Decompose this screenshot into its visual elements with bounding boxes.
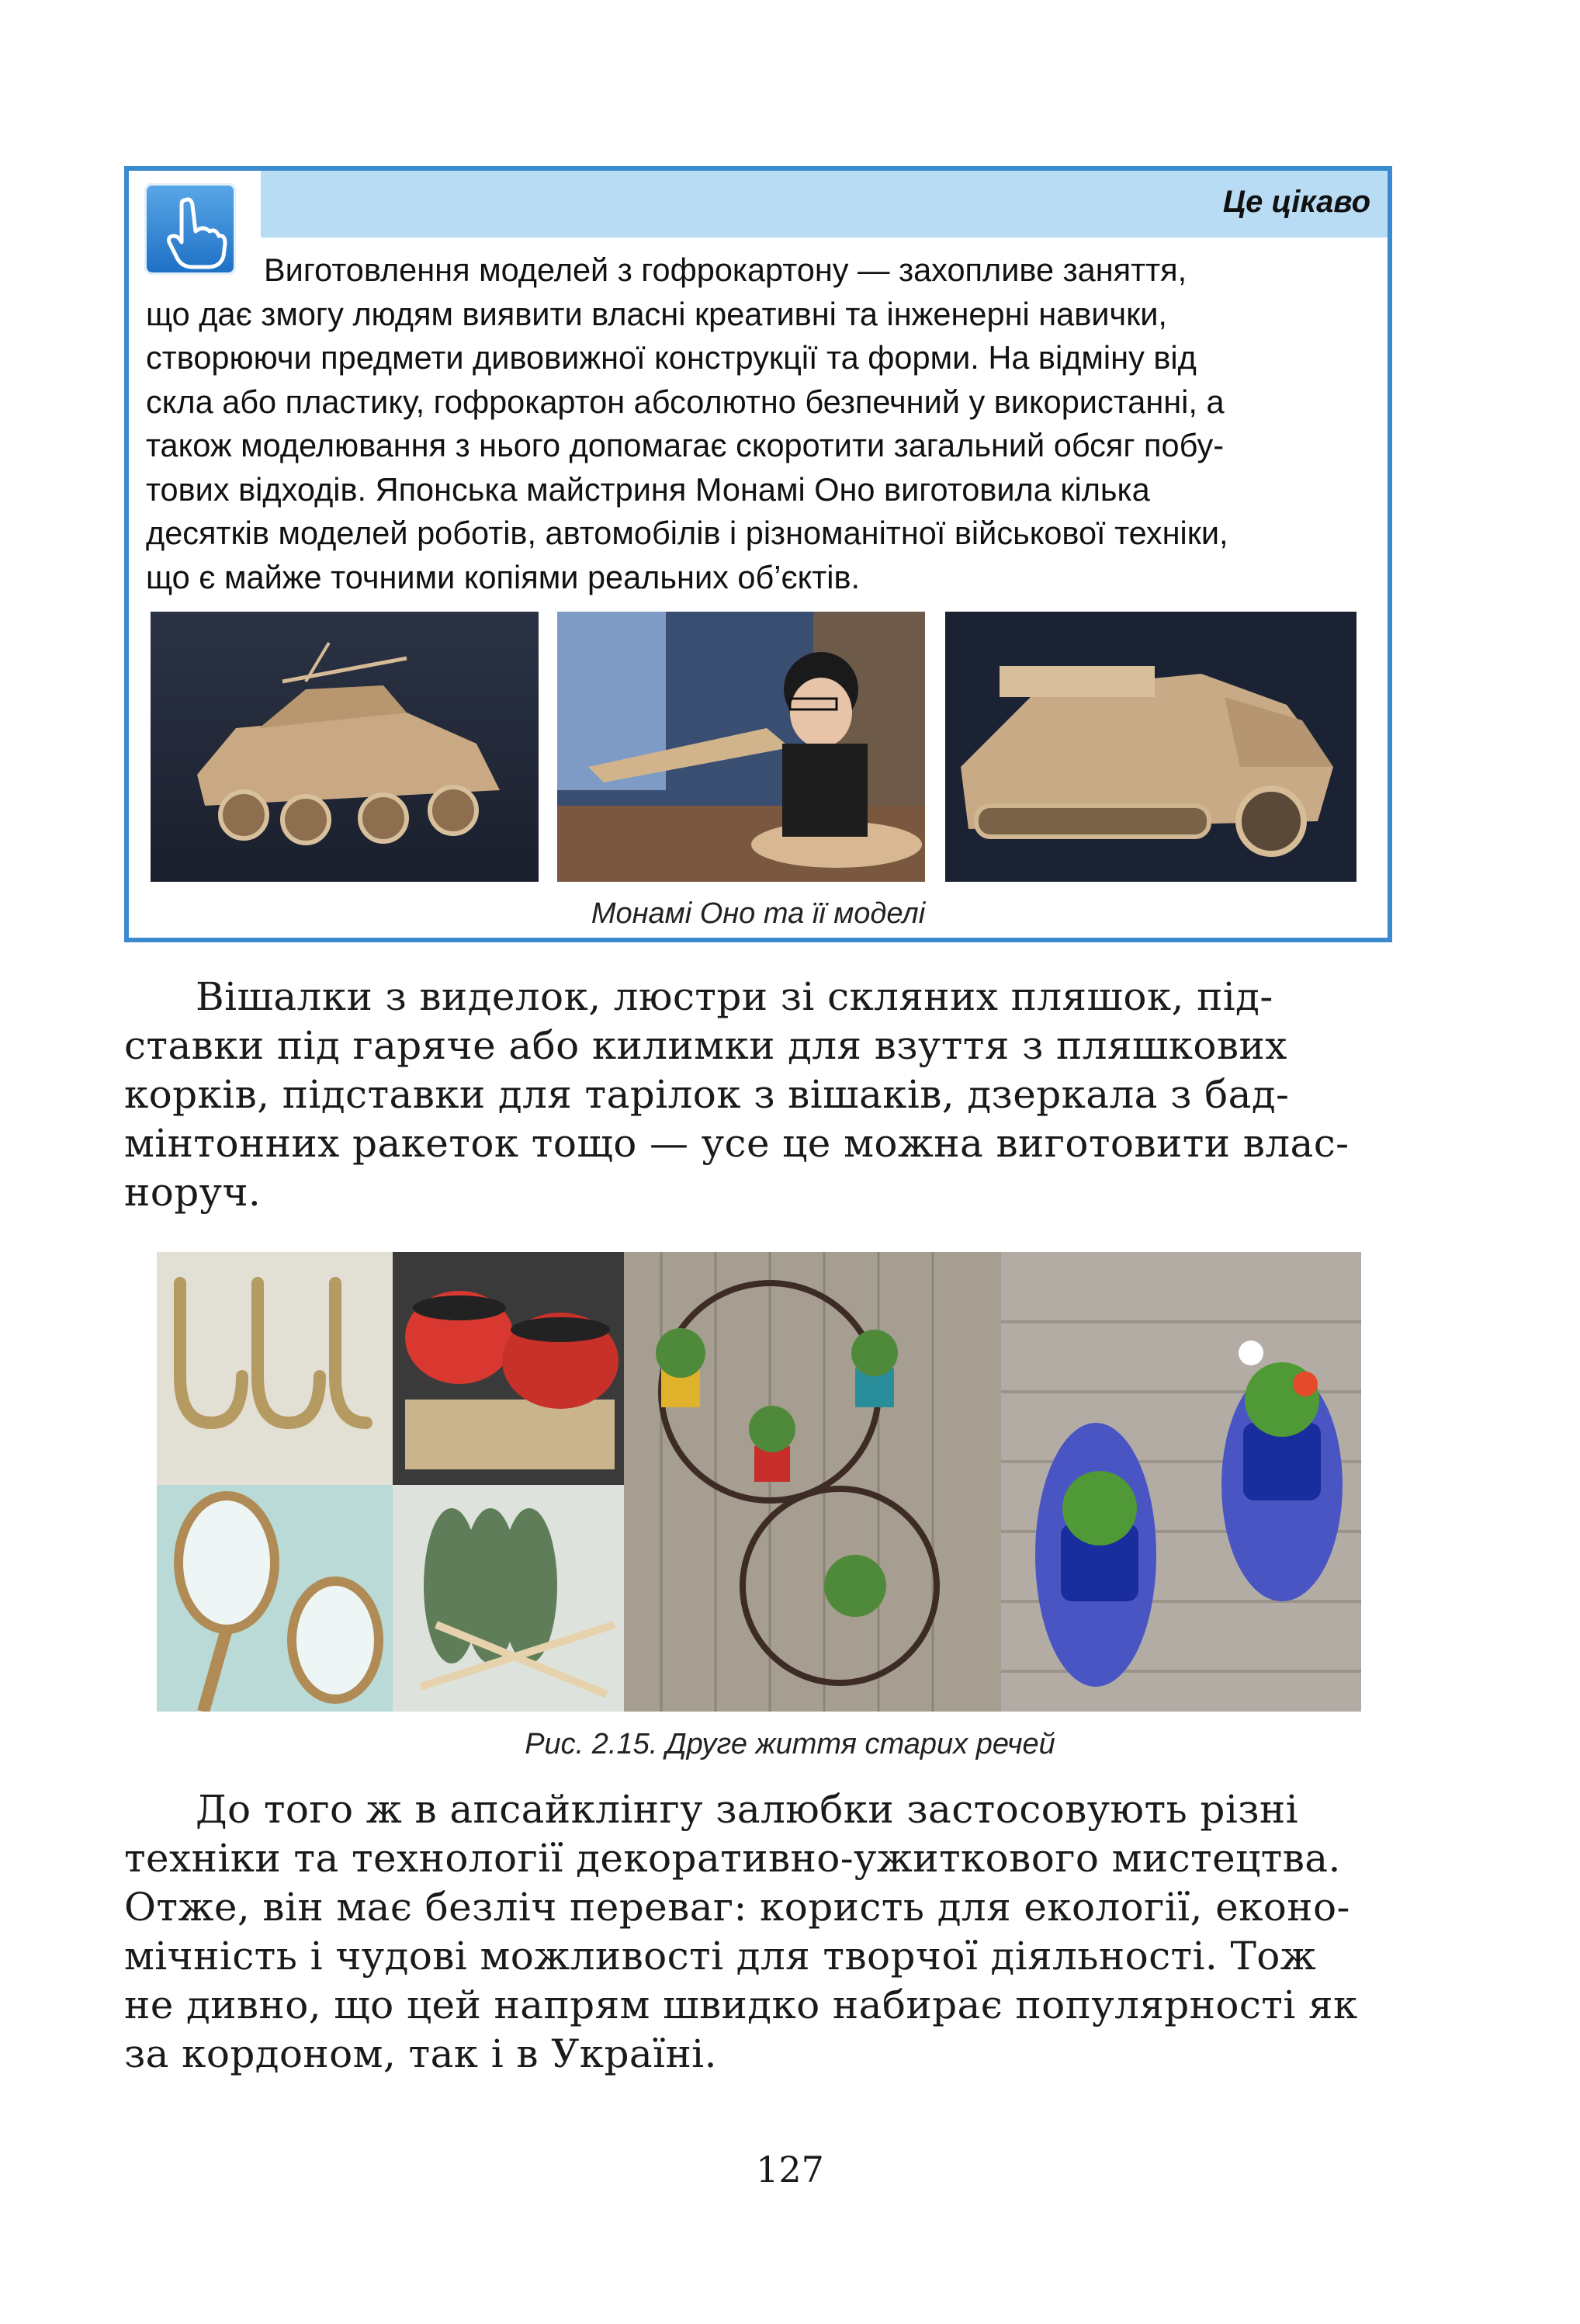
p1-line-1: Вішалки з виделок, люстри зі скляних пляшок, під-: [196, 974, 1273, 1019]
photo-cardboard-halftrack: [945, 612, 1357, 882]
info-box-title: Це цікаво: [1222, 185, 1370, 219]
p1-line-4: мінтонних ракеток тощо — усе це можна виготовити влас-: [124, 1121, 1350, 1166]
info-line-1: Виготовлення моделей з гофрокартону — захопливе заняття,: [264, 251, 1187, 288]
info-line-3: створюючи предмети дивовижної конструкції та форми. На відміну від: [146, 339, 1197, 376]
info-line-5: також моделювання з нього допомагає скоротити загальний обсяг побу-: [146, 427, 1225, 463]
p2-line-4: мічність і чудові можливості для творчої діяльності. Тож: [124, 1934, 1317, 1979]
paragraph-1: [124, 973, 1392, 1217]
page-number: 127: [756, 2149, 824, 2190]
info-line-8: що є майже точними копіями реальних об’єктів.: [146, 558, 861, 595]
p1-line-2: ставки під гаряче або килимки для взуття з пляшкових: [124, 1023, 1287, 1068]
p2-line-5: не дивно, що цей напрям швидко набирає популярності як: [124, 1982, 1358, 2027]
p2-line-1: До того ж в апсайклінгу залюбки застосовують різні: [196, 1787, 1299, 1832]
info-box-header: [261, 171, 1388, 238]
p1-line-3: корків, підставки для тарілок з вішаків, дзеркала з бад-: [124, 1072, 1290, 1117]
figure-caption: Рис. 2.15. Друге життя старих речей: [525, 1728, 1055, 1760]
photo-monami-ono: [557, 612, 925, 882]
info-box: [124, 166, 1392, 942]
info-line-4: скла або пластику, гофрокартон абсолютно безпечний у використанні, а: [146, 383, 1225, 420]
info-box-text: [146, 248, 1372, 599]
info-line-6: тових відходів. Японська майстриня Монамі Оно виготовила кілька: [146, 470, 1150, 508]
p2-line-6: за кордоном, так і в Україні.: [124, 2031, 717, 2076]
info-box-caption: Монамі Оно та її моделі: [591, 897, 926, 930]
photo-cardboard-armored-car: [151, 612, 539, 882]
p1-line-5: норуч.: [124, 1170, 262, 1215]
p2-line-3: Отже, він має безліч переваг: користь для екології, еконо-: [124, 1885, 1350, 1930]
figure-collage-upcycling: [157, 1252, 1361, 1712]
info-line-7: десятків моделей роботів, автомобілів і різноманітної військової техніки,: [146, 515, 1228, 551]
p2-line-2: техніки та технології декоративно-ужиткового мистецтва.: [124, 1836, 1341, 1881]
paragraph-2: [124, 1785, 1392, 2079]
info-line-2: що дає змогу людям виявити власні креативні та інженерні навички,: [146, 295, 1167, 332]
